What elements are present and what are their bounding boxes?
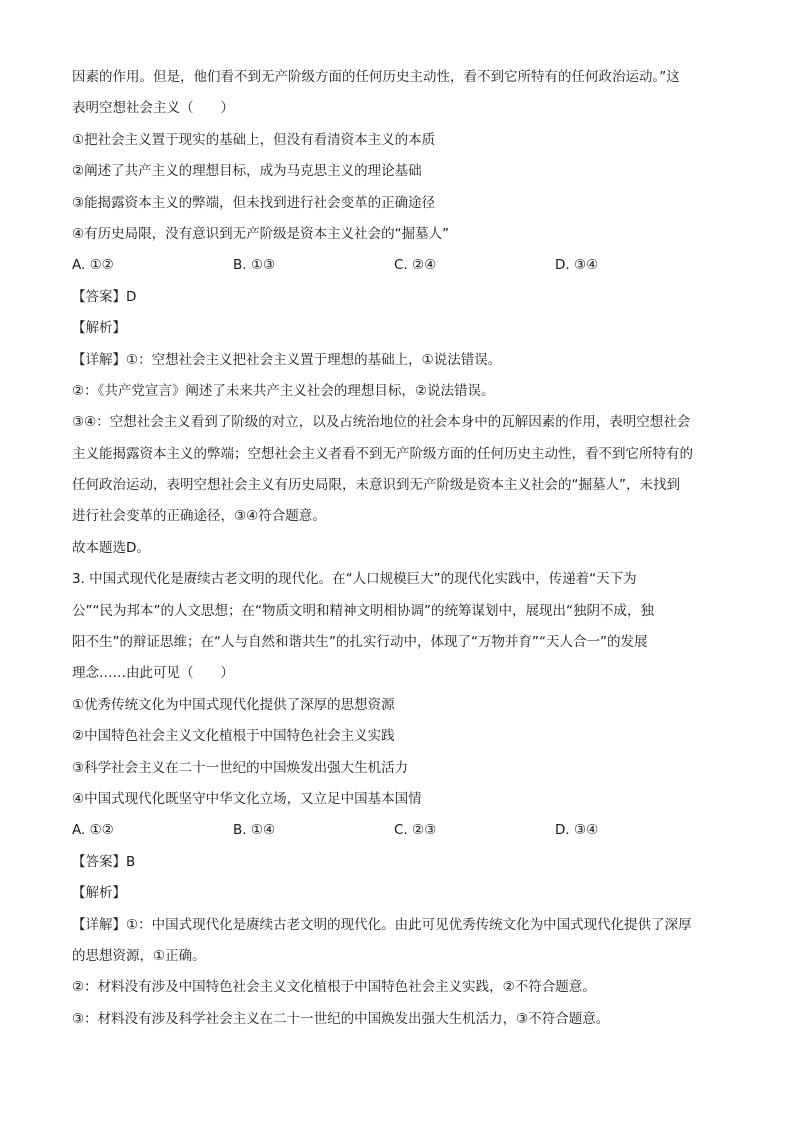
explanation-line: ③④：空想社会主义看到了阶级的对立，以及占统治地位的社会本身中的瓦解因素的作用，表明空想社会: [72, 414, 691, 431]
answer-line: [72, 282, 722, 313]
question-stem-line: 理念……由此可见（ ）: [72, 665, 234, 682]
answer-choices: [72, 815, 722, 846]
answer-choices: [72, 250, 722, 281]
statement-option: ④中国式现代化既坚守中华文化立场，又立足中国基本国情: [72, 790, 422, 807]
choice-b: B. ①③: [233, 257, 276, 274]
statement-option: ②阐述了共产主义的理想目标，成为马克思主义的理论基础: [72, 163, 422, 180]
explanation-line: 【详解】①：中国式现代化是赓续古老文明的现代化。由此可见优秀传统文化为中国式现代化提供了深厚: [72, 916, 692, 933]
explanation-line: ②：材料没有涉及中国特色社会主义文化植根于中国特色社会主义实践，②不符合题意。: [72, 979, 596, 996]
statement-option: ①把社会主义置于现实的基础上，但没有看清资本主义的本质: [72, 131, 436, 148]
choice-c: C. ②④: [394, 257, 437, 274]
question-stem-line: 阳不生”的辩证思维；在“人与自然和谐共生”的扎实行动中，体现了“万物并育”“天人合一”的发展: [72, 634, 648, 651]
explanation-line: ②：《共产党宣言》阐述了未来共产主义社会的理想目标，②说法错误。: [72, 382, 495, 399]
conclusion-line: 故本题选D。: [72, 539, 150, 556]
question-stem-line: 3. 中国式现代化是赓续古老文明的现代化。在“人口规模巨大”的现代化实践中，传递着“天下为: [72, 571, 637, 588]
answer-value: B: [126, 853, 136, 870]
answer-line: [72, 847, 722, 878]
analysis-label: 【解析】: [72, 320, 126, 337]
explanation-line: 主义能揭露资本主义的弊端；空想社会主义者看不到无产阶级方面的任何历史主动性，看不到它所特有的: [72, 445, 693, 462]
answer-label: 【答案】: [72, 288, 126, 305]
choice-d: D. ③④: [555, 257, 599, 274]
analysis-label: 【解析】: [72, 885, 126, 902]
statement-option: ③科学社会主义在二十一世纪的中国焕发出强大生机活力: [72, 759, 409, 776]
choice-d: D. ③④: [555, 822, 599, 839]
answer-label: 【答案】: [72, 853, 126, 870]
choice-b: B. ①④: [233, 822, 276, 839]
explanation-line: 任何政治运动，表明空想社会主义有历史局限，未意识到无产阶级是资本主义社会的“掘墓人”，未找到: [72, 477, 680, 494]
statement-option: ④有历史局限，没有意识到无产阶级是资本主义社会的“掘墓人”: [72, 225, 450, 242]
question-3: [72, 564, 722, 1035]
document-page: [72, 62, 722, 1035]
statement-option: ①优秀传统文化为中国式现代化提供了深厚的思想资源: [72, 696, 395, 713]
statement-option: ②中国特色社会主义文化植根于中国特色社会主义实践: [72, 728, 395, 745]
choice-a: A. ①②: [72, 257, 114, 274]
choice-c: C. ②③: [394, 822, 437, 839]
explanation-line: ③：材料没有涉及科学社会主义在二十一世纪的中国焕发出强大生机活力，③不符合题意。: [72, 1010, 610, 1027]
explanation-line: 的思想资源，①正确。: [72, 947, 206, 964]
answer-value: D: [126, 288, 137, 305]
question-stem-line: 表明空想社会主义（ ）: [72, 100, 234, 117]
explanation-line: 进行社会变革的正确途径，③④符合题意。: [72, 508, 326, 525]
choice-a: A. ①②: [72, 822, 114, 839]
explanation-line: 【详解】①：空想社会主义把社会主义置于理想的基础上，①说法错误。: [72, 351, 502, 368]
statement-option: ③能揭露资本主义的弊端，但未找到进行社会变革的正确途径: [72, 194, 436, 211]
question-stem-line: 因素的作用。但是，他们看不到无产阶级方面的任何历史主动性，看不到它所特有的任何政治运动。”这: [72, 69, 680, 85]
question-2: [72, 62, 722, 564]
question-stem-line: 公”“民为邦本”的人文思想；在“物质文明和精神文明相协调”的统筹谋划中，展现出“独阴不成，独: [72, 602, 654, 619]
